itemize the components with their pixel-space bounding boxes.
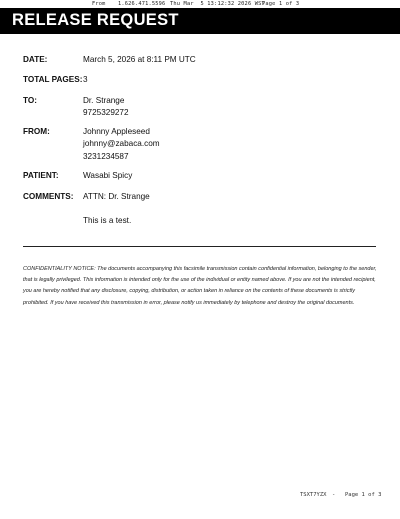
comments-attn: ATTN: Dr. Strange xyxy=(83,192,150,201)
from-email: johnny@zabaca.com xyxy=(83,139,160,148)
from-phone: 3231234587 xyxy=(83,152,129,161)
to-phone: 9725329272 xyxy=(83,108,129,117)
to-name: Dr. Strange xyxy=(83,96,125,105)
comments-message: This is a test. xyxy=(83,216,132,225)
total-pages-label: TOTAL PAGES: xyxy=(23,75,83,84)
date-label: DATE: xyxy=(23,55,48,64)
fax-from-number: 1.626.471.5596 xyxy=(118,1,166,7)
notice-heading: CONFIDENTIALITY NOTICE: xyxy=(23,266,96,272)
notice-body: The documents accompanying this facsimile transmission contain confidential information, belonging to the sender, that is legally privileged. This information is intended only for the use of the individual or entity named above. If you are not the intended recipient, you are hereby notified that any disclosure, copying, distribution, or action taken in reliance on the contents of these documents is strictly prohibited. If you have received this transmission in error, please notify us immediately by telephone and destroy the original documents. xyxy=(23,266,377,306)
footer-separator: - xyxy=(332,492,336,498)
title-banner xyxy=(0,8,400,34)
date-value: March 5, 2026 at 8:11 PM UTC xyxy=(83,55,196,64)
footer-page-info: Page 1 of 3 xyxy=(345,492,382,498)
from-name: Johnny Appleseed xyxy=(83,127,150,136)
to-label: TO: xyxy=(23,96,37,105)
section-divider xyxy=(23,246,376,247)
patient-value: Wasabi Spicy xyxy=(83,171,133,180)
total-pages-value: 3 xyxy=(83,75,88,84)
fax-from-label: From xyxy=(92,1,106,7)
footer-code: TSXT7YZX xyxy=(300,492,327,498)
comments-label: COMMENTS: xyxy=(23,192,74,201)
from-label: FROM: xyxy=(23,127,50,136)
document-title: RELEASE REQUEST xyxy=(12,11,179,29)
patient-label: PATIENT: xyxy=(23,171,59,180)
fax-timestamp: Thu Mar 5 13:12:32 2026 WST xyxy=(170,1,265,7)
fax-page-info: Page 1 of 3 xyxy=(262,1,300,7)
confidentiality-notice xyxy=(23,264,379,309)
